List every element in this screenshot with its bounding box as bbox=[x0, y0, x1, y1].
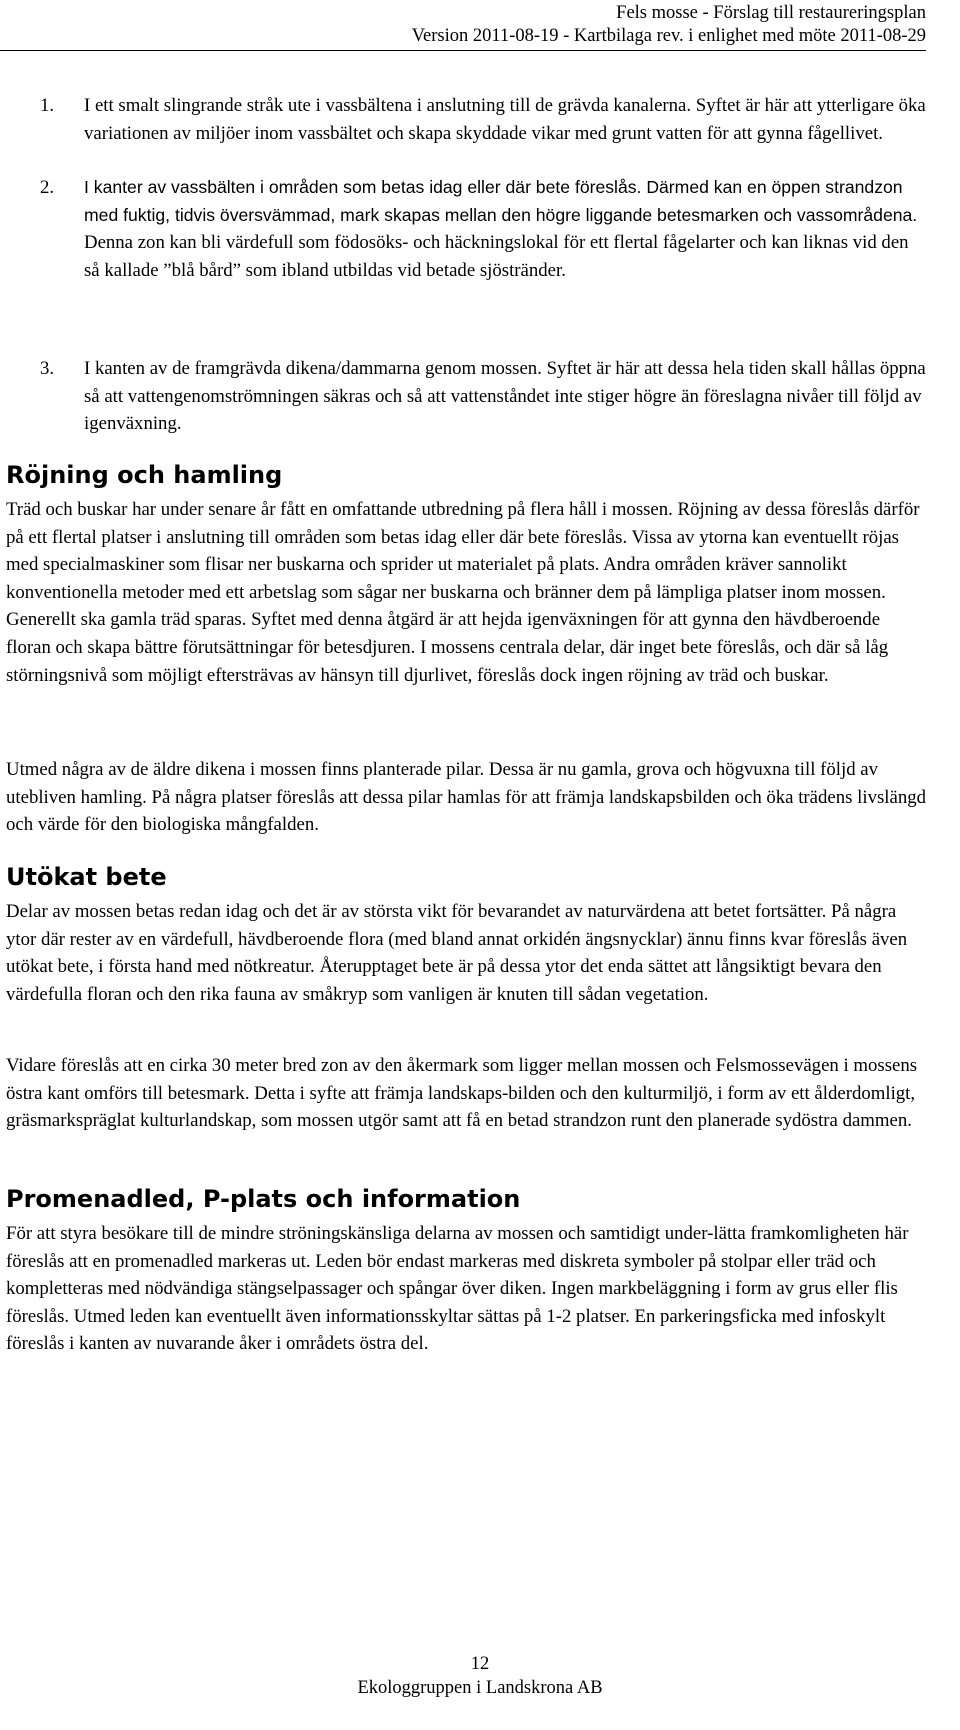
section-heading: Röjning och hamling bbox=[6, 461, 283, 489]
list-text bbox=[84, 174, 926, 284]
section-heading: Utökat bete bbox=[6, 863, 167, 891]
page-header bbox=[412, 2, 926, 48]
list-text-sans: I kanter av vassbälten i områden som betas idag eller där bete föreslås. Därmed kan en öppen strandzon med fuktig, tidvis översvämmad, mark skapas mellan den högre liggande betesmarken och vassområdena. bbox=[84, 177, 918, 225]
section-paragraph: Utmed några av de äldre dikena i mossen finns planterade pilar. Dessa är nu gamla, grova och högvuxna till följd av utebliven hamling. På några platser föreslås att dessa pilar hamlas för att främja landskapsbilden och öka trädens livslängd och värde för den biologiska mångfalden. bbox=[6, 759, 927, 836]
header-title: Fels mosse - Förslag till restaureringsplan bbox=[616, 3, 926, 23]
section-paragraph: Delar av mossen betas redan idag och det är av största vikt för bevarandet av naturvärdena att betet fortsätter. På några ytor där rester av en värdefull, hävdberoende flora (med bland annat orkidén ängsnycklar) ännu finns kvar föreslås även utökat bete, i första hand med nötkreatur. Återupptaget bete är på dessa ytor det enda sättet att långsiktigt bevara den värdefulla floran och den rika fauna av småkryp som vanligen är knuten till sådan vegetation. bbox=[6, 901, 908, 1005]
header-rule bbox=[0, 50, 926, 51]
page-number: 12 bbox=[470, 1654, 490, 1674]
section-paragraph: Vidare föreslås att en cirka 30 meter bred zon av den åkermark som ligger mellan mossen och Felsmossevägen i mossens östra kant omförs till betesmark. Detta i syfte att främja landskaps-bilden och den kulturmiljö, i form av ett ålderdomligt, gräsmarkspräglat kulturlandskap, som mossen utgör samt att få en betad strandzon runt den planerade sydöstra dammen. bbox=[6, 1055, 918, 1132]
list-text-serif: Denna zon kan bli värdefull som födosöks- och häckningslokal för ett flertal fågelarter och kan liknas vid den så kallade ”blå bård” som ibland utbildas vid betade sjöstränder. bbox=[84, 232, 909, 281]
list-number: 3. bbox=[40, 358, 55, 379]
section-paragraph: Träd och buskar har under senare år fått en omfattande utbredning på flera håll i mossen. Röjning av dessa föreslås därför på ett flertal platser i anslutning till områden som betas idag eller där bete föreslås. Vissa av ytorna kan eventuellt röjas med specialmaskiner som flisar ner buskarna och sprider ut materialet på plats. Andra områden kräver sannolikt konventionella metoder med ett arbetslag som sågar ner buskarna och bränner dem på lämpliga platser inom mossen. Generellt ska gamla träd sparas. Syftet med denna åtgärd är att hejda igenväxningen för att gynna den hävdberoende floran och skapa bättre förutsättningar för betesdjuren. I mossens centrala delar, där inget bete föreslås, och där så låg störningsnivå som möjligt eftersträvas av hänsyn till djurlivet, föreslås dock ingen röjning av träd och buskar. bbox=[6, 499, 920, 686]
list-number: 2. bbox=[40, 177, 55, 198]
list-text: I kanten av de framgrävda dikena/dammarna genom mossen. Syftet är här att dessa hela tiden skall hållas öppna så att vattengenomströmningen säkras och så att vattenståndet inte stiger högre än föreslagna nivåer till följd av igenväxning. bbox=[84, 358, 926, 435]
list-text: I ett smalt slingrande stråk ute i vassbältena i anslutning till de grävda kanalerna. Syftet är här att ytterligare öka variationen av miljöer inom vassbältet och skapa skyddade vikar med grunt vatten för att gynna fågellivet. bbox=[84, 95, 926, 144]
list-number: 1. bbox=[40, 95, 55, 116]
section-paragraph: För att styra besökare till de mindre ströningskänsliga delarna av mossen och samtidigt under-lätta framkomligheten här föreslås att en promenadled markeras ut. Leden bör endast markeras med diskreta symboler på stolpar eller träd och kompletteras med nödvändiga stängselpassager och spångar över diken. Ingen markbeläggning i form av grus eller flis föreslås. Utmed leden kan eventuellt även informationsskyltar sättas på 1-2 platser. En parkeringsficka med infoskylt föreslås i kanten av nuvarande åker i områdets östra del. bbox=[6, 1223, 909, 1355]
section-heading: Promenadled, P-plats och information bbox=[6, 1185, 521, 1213]
company-name: Ekologgruppen i Landskrona AB bbox=[357, 1678, 603, 1698]
header-version: Version 2011-08-19 - Kartbilaga rev. i enlighet med möte 2011-08-29 bbox=[411, 26, 926, 46]
page-footer bbox=[0, 1652, 960, 1700]
